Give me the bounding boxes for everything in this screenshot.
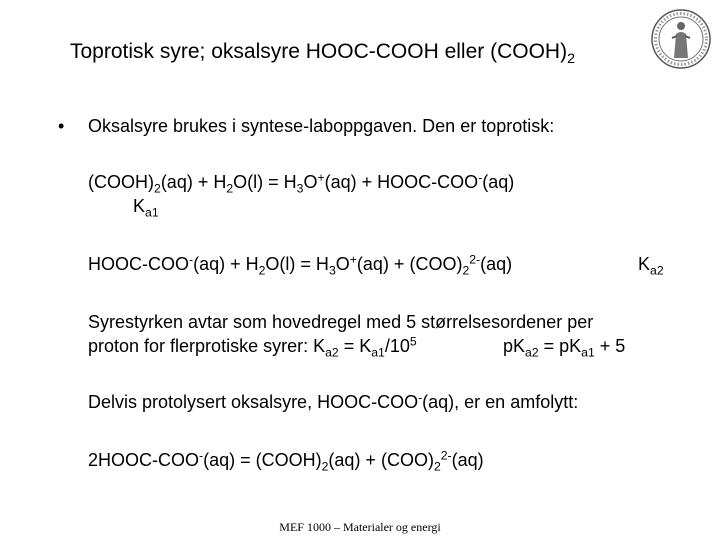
title-subscript: 2 [567,50,576,67]
amphoteric-statement: Delvis protolysert oksalsyre, HOOC-COO-(aq), er en amfolytt: [88,390,579,412]
title-text: Toprotisk syre; oksalsyre HOOC-COOH eller (COOH) [70,40,568,63]
bullet-text: Oksalsyre brukes i syntese-laboppgaven. Den er toprotisk: [88,116,555,136]
acid-strength-pk: $pK_{a2} = pK_{a1} + 5$ [503,336,626,360]
equation-2-constant: $K_{a2}$ [638,254,664,278]
equation-3: 2HOOC-COO-(aq) = $(COOH)_2(aq) + (COO)_2^{2-}(aq)$ [88,448,484,474]
acid-strength-line-2: proton for flerprotiske syrer: $K_{a2} = K_{a1}/10^5$ [88,334,417,360]
acid-strength-line-1: Syrestyrken avtar som hovedregel med 5 størrelsesordener per [88,312,594,332]
equation-2: HOOC-COO-(aq) + $H_2O(l) = H_3O^+(aq) + (COO)_2^{2-}(aq)$ [88,252,513,278]
bullet-item [58,116,64,137]
equation-1-constant: $K_{a1}$ [133,196,159,220]
slide-footer: MEF 1000 – Materialer og energi [279,520,441,534]
bullet-symbol: • [58,116,65,136]
university-seal-icon [650,8,712,70]
equation-1: $(COOH)_2(aq) + H_2O(l) = H_3O^+(aq)$ + HOOC-COO-(aq) [88,170,515,196]
slide-title [70,40,576,67]
